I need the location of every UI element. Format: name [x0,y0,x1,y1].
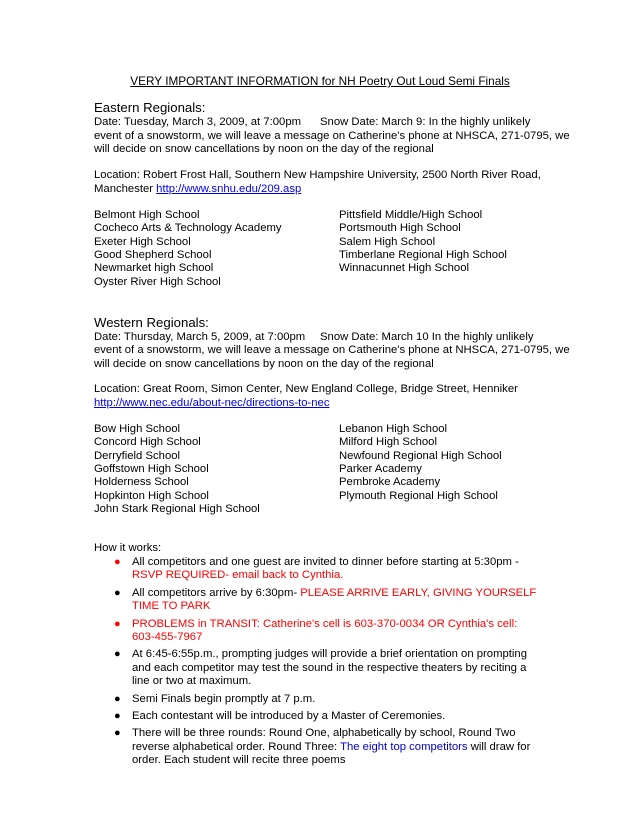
eastern-link[interactable]: http://www.snhu.edu/209.asp [156,183,302,195]
item-text-red: PROBLEMS in TRANSIT: Catherine's cell is 603-370-0034 OR Cynthia's cell: 603-455-7967 [132,617,518,644]
western-link[interactable]: http://www.nec.edu/about-nec/directions-to-nec [94,397,330,409]
western-snow-date: Snow Date: March 10 In the highly unlikely [320,331,534,343]
school-item: Bow High School [94,423,181,435]
bullet-icon: ● [114,556,121,568]
western-heading: Western Regionals: [94,315,209,330]
eastern-location-city: Manchester [94,183,157,195]
bullet-icon: ● [114,692,121,705]
school-item: Parker Academy [339,463,422,476]
eastern-location [94,169,541,182]
school-item: Goffstown High School [94,463,209,476]
western-location-line2 [94,397,329,410]
bullet-icon: ● [114,710,121,723]
list-item [114,617,538,645]
eastern-date: Date: Tuesday, March 3, 2009, at 7:00pm [94,116,302,128]
list-item [114,556,538,583]
western-schools-right [339,423,502,503]
western-schools-left [94,423,260,516]
bullet-icon: ● [114,586,121,599]
school-item: Pittsfield Middle/High School [339,209,483,221]
eastern-snow-date: Snow Date: March 9: In the highly unlikely [320,116,531,128]
school-item: Plymouth Regional High School [339,489,498,502]
school-item: Oyster River High School [94,275,221,288]
bullet-icon: ● [114,648,121,661]
page-title: VERY IMPORTANT INFORMATION for NH Poetry Out Loud Semi Finals [130,74,510,88]
school-item: Hopkinton High School [94,489,209,502]
school-item: Exeter High School [94,235,191,248]
item-text-red: PLEASE ARRIVE EARLY, GIVING YOURSELF TIME TO PARK [132,586,537,613]
school-item: Portsmouth High School [339,222,461,235]
school-item: Holderness School [94,476,189,489]
item-text: All competitors arrive by 6:30pm- [132,586,301,599]
list-item [114,727,538,767]
item-text: will draw for order. Each student will recite three poems [132,740,531,767]
eastern-snow-text-2: will decide on snow cancellations by noon on the day of the regional [94,143,434,155]
school-item: Cocheco Arts & Technology Academy [94,222,282,235]
eastern-location-text: Robert Frost Hall, Southern New Hampshire University, 2500 North River Road, [139,169,541,181]
school-item: Pembroke Academy [339,476,441,489]
school-item: Newmarket high School [94,262,214,275]
how-heading: How it works: [94,542,162,554]
item-text-red: RSVP REQUIRED- email back to Cynthia. [132,569,344,582]
western-location [94,383,518,396]
school-item: Concord High School [94,436,201,449]
school-item: John Stark Regional High School [94,503,260,516]
eastern-location-line2 [94,183,301,196]
eastern-schools-left [94,209,282,289]
school-item: Timberlane Regional High School [339,249,507,262]
western-location-text: Great Room, Simon Center, New England College, Bridge Street, Henniker [139,383,518,395]
list-item [114,710,538,723]
school-item: Good Shepherd School [94,249,212,262]
school-item: Winnacunnet High School [339,262,469,275]
item-text: Semi Finals begin promptly at 7 p.m. [132,692,316,705]
eastern-snow-text: event of a snowstorm, we will leave a message on Catherine's phone at NHSCA, 271-0795, we [94,130,570,142]
item-text: All competitors and one guest are invited to dinner before starting at 5:30pm - [132,556,519,568]
list-item [114,648,538,688]
school-item: Salem High School [339,235,436,248]
eastern-schools-right [339,209,507,276]
item-text: Each contestant will be introduced by a Master of Ceremonies. [132,710,446,723]
list-item [114,586,538,614]
eastern-heading: Eastern Regionals: [94,100,206,115]
western-snow-text-2: will decide on snow cancellations by noon on the day of the regional [94,358,434,370]
school-item: Lebanon High School [339,423,448,435]
western-date: Date: Thursday, March 5, 2009, at 7:00pm [94,331,306,343]
school-item: Milford High School [339,436,437,449]
school-item: Belmont High School [94,209,200,221]
item-text: At 6:45-6:55p.m., prompting judges will provide a brief orientation on prompting and each competitor may test the sound in the respective theaters by reciting a line or two at maximum. [132,648,527,688]
eastern-location-label: Location: [94,169,140,181]
school-item: Derryfield School [94,449,181,462]
bullet-icon: ● [114,617,121,630]
list-item [114,692,538,706]
item-text-blue: The eight top competitors [340,740,468,753]
western-snow-text: event of a snowstorm, we will leave a message on Catherine's phone at NHSCA, 271-0795, we [94,344,570,356]
school-item: Newfound Regional High School [339,449,502,462]
bullet-icon: ● [114,727,121,740]
item-text: There will be three rounds: Round One, alphabetically by school, Round Two reverse alphabetical order. Round Three: [132,727,516,753]
how-list [96,556,538,772]
western-location-label: Location: [94,383,140,395]
